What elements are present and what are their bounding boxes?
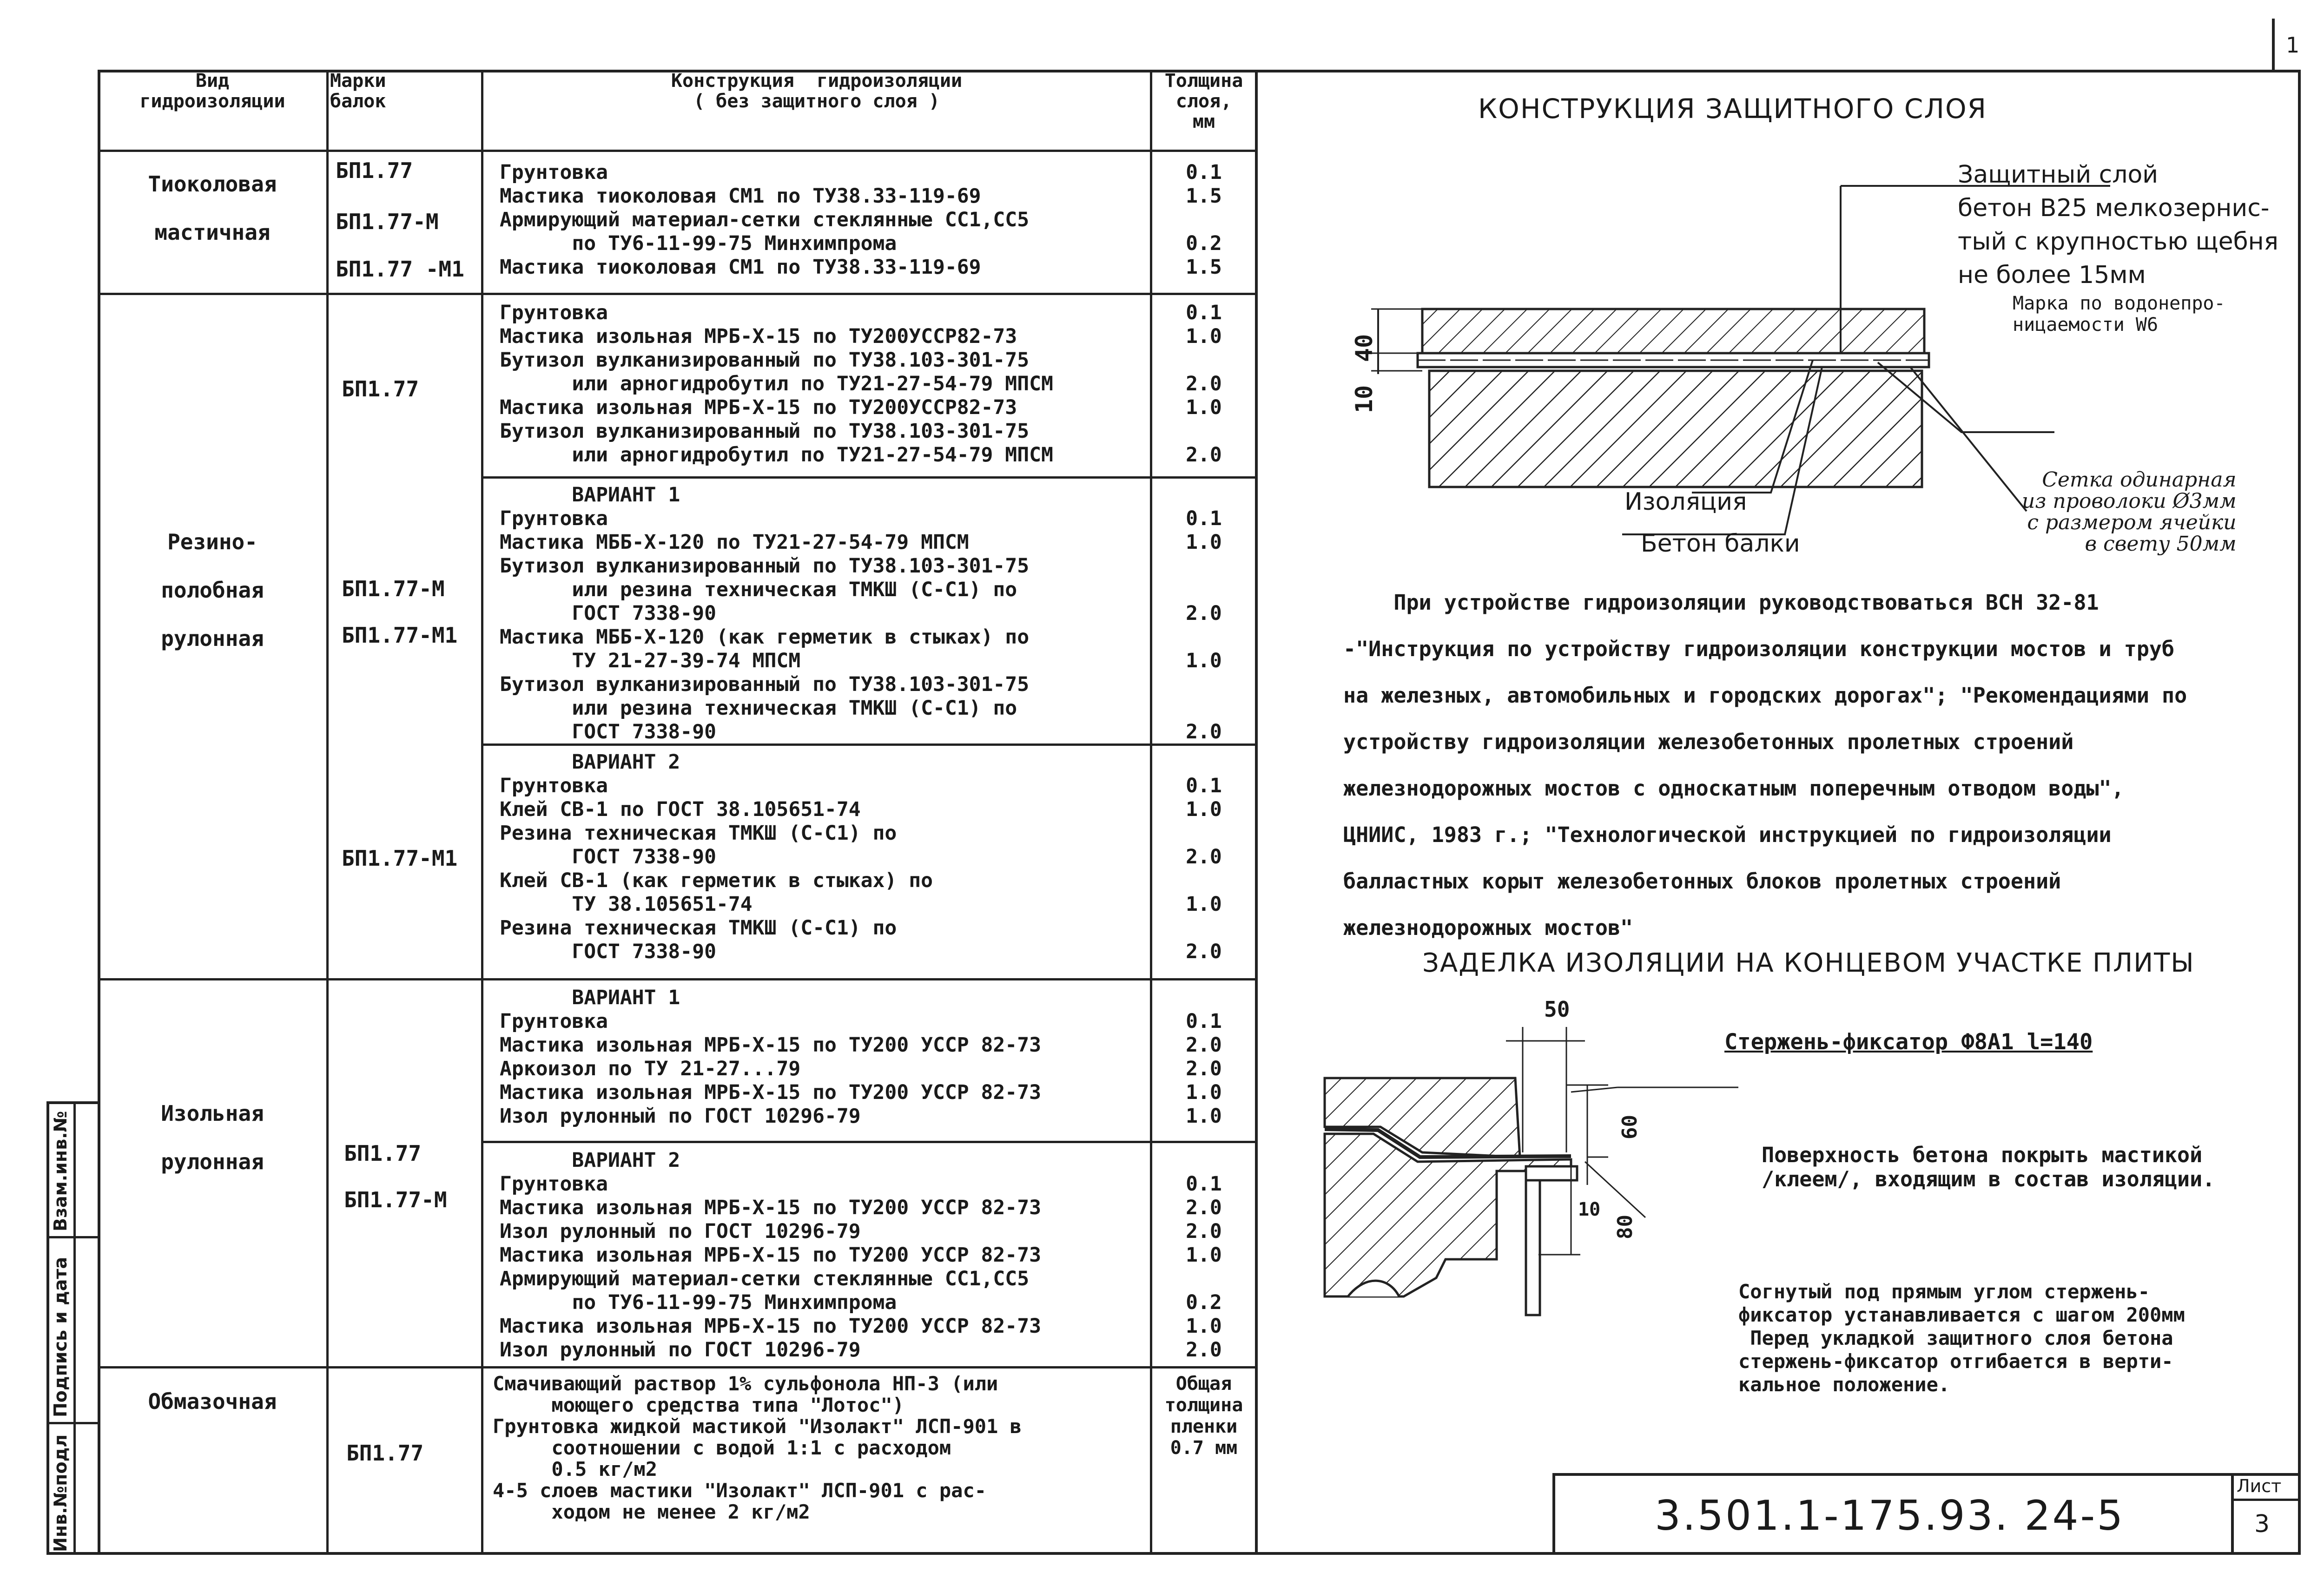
surface-coating-label: Поверхность бетона покрыть мастикой /клеем/, входящим в состав изоляции. [1762, 1143, 2215, 1191]
mark-label: БП1.77 -М1 [336, 257, 464, 282]
page-corner-line [2272, 19, 2275, 70]
mark-label: БП1.77-М [336, 209, 439, 234]
mesh-label: Сетка одинарная из проволоки Ø3мм с размером ячейки в свету 50мм [2022, 468, 2237, 556]
dim-10-end: 10 [1578, 1199, 1601, 1220]
dim-50: 50 [1544, 997, 1570, 1022]
sheet-number: 3 [2254, 1510, 2270, 1538]
side-stamp-signature: Подпись и дата [50, 1256, 71, 1417]
paragraph-line: железнодорожных мостов" [1343, 915, 1633, 940]
header-construction: Конструкция гидроизоляции ( без защитного слоя ) [671, 70, 963, 112]
dim-40: 40 [1351, 334, 1378, 362]
end-sealing-drawing [1320, 999, 1738, 1348]
mark-label: БП1.77 [342, 376, 419, 401]
thickness-block: 0.1 1.5 0.2 1.5 [1186, 161, 1222, 279]
dim-80: 80 [1613, 1215, 1637, 1239]
section-title-end-sealing: ЗАДЕЛКА ИЗОЛЯЦИИ НА КОНЦЕВОМ УЧАСТКЕ ПЛИТЫ [1422, 948, 2195, 978]
group-coating: Обмазочная [148, 1389, 277, 1414]
construction-block: ВАРИАНТ 2 Грунтовка Мастика изольная МРБ-Х-15 по ТУ200 УССР 82-73 Изол рулонный по ГОСТ 10296-79 Мастика изольная МРБ-Х-15 по ТУ200 УССР 82-73 Армирующий материал-сетки стеклянные СС1,СС5 по ТУ6-11-99-75 Минхимпрома Мастика изольная МРБ-Х-15 по ТУ200 УССР 82-73 Изол рулонный по ГОСТ 10296-79 [500, 1149, 1041, 1362]
paragraph-line: -"Инструкция по устройству гидроизоляции конструкции мостов и труб [1343, 637, 2175, 661]
document-code: 3.501.1-175.93. 24-5 [1655, 1492, 2125, 1539]
thickness-block: 0.1 1.0 2.0 1.0 2.0 [1186, 301, 1222, 467]
construction-block: Смачивающий раствор 1% сульфонола НП-3 (или моющего средства типа "Лотос") Грунтовка жидкой мастикой "Изолакт" ЛСП-901 в соотношении с водой 1:1 с расходом 0.5 кг/м2 4-5 слоев мастики "Изолакт" ЛСП-901 с рас- ходом не менее 2 кг/м2 [493, 1372, 1022, 1523]
construction-block: ВАРИАНТ 1 Грунтовка Мастика изольная МРБ-Х-15 по ТУ200 УССР 82-73 Аркоизол по ТУ 21-27...79 Мастика изольная МРБ-Х-15 по ТУ200 УССР 82-73 Изол рулонный по ГОСТ 10296-79 [500, 986, 1041, 1128]
protective-layer-label: Защитный слой бетон В25 мелкозернис- тый с крупностью щебня не более 15мм [1958, 161, 2278, 289]
mark-label: БП1.77-М [344, 1187, 447, 1212]
side-stamp-replace: Взам.инв.№ [50, 1111, 71, 1231]
dim-10: 10 [1351, 385, 1378, 414]
construction-block: Грунтовка Мастика изольная МРБ-Х-15 по ТУ200УССР82-73 Бутизол вулканизированный по ТУ38.103-301-75 или арногидробутил по ТУ21-27-54-79 МПСМ Мастика изольная МРБ-Х-15 по ТУ200УССР82-73 Бутизол вулканизированный по ТУ38.103-301-75 или арногидробутил по ТУ21-27-54-79 МПСМ [500, 301, 1053, 467]
thickness-block: 0.1 2.0 2.0 1.0 0.2 1.0 2.0 [1186, 1172, 1222, 1362]
group-izol: Изольная рулонная [161, 1101, 264, 1174]
bending-note: Согнутый под прямым углом стержень- фиксатор устанавливается с шагом 200мм Перед укладкой защитного слоя бетона стержень-фиксатор отгибается в верти- кальное положение. [1738, 1280, 2185, 1396]
group-thiokol: Тиоколовая мастичная [148, 171, 277, 245]
paragraph-line: устройству гидроизоляции железобетонных пролетных строений [1343, 730, 2074, 754]
header-type: Вид гидроизоляции [139, 70, 285, 112]
construction-block: ВАРИАНТ 1 Грунтовка Мастика МББ-Х-120 по ТУ21-27-54-79 МПСМ Бутизол вулканизированный по ТУ38.103-301-75 или резина техническая ТМКШ (С-С1) по ГОСТ 7338-90 Мастика МББ-Х-120 (как герметик в стыках) по ТУ 21-27-39-74 МПСМ Бутизол вулканизированный по ТУ38.103-301-75 или резина техническая ТМКШ (С-С1) по ГОСТ 7338-90 [500, 483, 1030, 743]
isolation-label: Изоляция [1624, 488, 1747, 516]
mark-label: БП1.77-М1 [342, 846, 458, 871]
paragraph-line: железнодорожных мостов с односкатным поперечным отводом воды", [1343, 776, 2124, 801]
header-thickness: Толщина слоя, мм [1164, 70, 1243, 132]
mark-label: БП1.77-М1 [342, 623, 458, 648]
thickness-block: Общая толщина пленки 0.7 мм [1164, 1373, 1243, 1459]
section-title-protective-layer: КОНСТРУКЦИЯ ЗАЩИТНОГО СЛОЯ [1478, 93, 1987, 125]
mark-label: БП1.77-М [342, 576, 445, 601]
dim-60: 60 [1618, 1115, 1642, 1139]
mark-label: БП1.77 [344, 1141, 422, 1166]
rod-label: Стержень-фиксатор Ф8А1 l=140 [1724, 1029, 2093, 1055]
paragraph-line: балластных корыт железобетонных блоков пролетных строений [1343, 869, 2061, 894]
thickness-block: 0.1 2.0 2.0 1.0 1.0 [1186, 1010, 1222, 1128]
paragraph-line: При устройстве гидроизоляции руководствоваться ВСН 32-81 [1343, 590, 2099, 615]
paragraph-line: ЦНИИС, 1983 г.; "Технологической инструкцией по гидроизоляции [1343, 822, 2112, 847]
construction-block: Грунтовка Мастика тиоколовая СМ1 по ТУ38.33-119-69 Армирующий материал-сетки стеклянные СС1,СС5 по ТУ6-11-99-75 Минхимпрома Мастика тиоколовая СМ1 по ТУ38.33-119-69 [500, 161, 1030, 279]
page-number: 1 [2286, 33, 2300, 58]
thickness-block: 0.1 1.0 2.0 1.0 2.0 [1186, 774, 1222, 963]
construction-block: ВАРИАНТ 2 Грунтовка Клей СВ-1 по ГОСТ 38.105651-74 Резина техническая ТМКШ (С-С1) по ГОСТ 7338-90 Клей СВ-1 (как герметик в стыках) по ТУ 38.105651-74 Резина техническая ТМКШ (С-С1) по ГОСТ 7338-90 [500, 750, 933, 963]
mark-label: БП1.77 [336, 158, 413, 183]
group-rubber: Резино- полобная рулонная [161, 529, 264, 651]
water-grade-label: Марка по водонепро- ницаемости W6 [2013, 293, 2225, 336]
side-stamp-inv: Инв.№подл [50, 1434, 71, 1552]
beam-concrete-label: Бетон балки [1641, 530, 1800, 558]
paragraph-line: на железных, автомобильных и городских дорогах"; "Рекомендациями по [1343, 683, 2187, 708]
mark-label: БП1.77 [346, 1441, 424, 1466]
header-marks: Марки балок [330, 70, 386, 112]
thickness-block: 0.1 1.0 2.0 1.0 2.0 [1186, 507, 1222, 743]
sheet-label: Лист [2237, 1476, 2282, 1496]
